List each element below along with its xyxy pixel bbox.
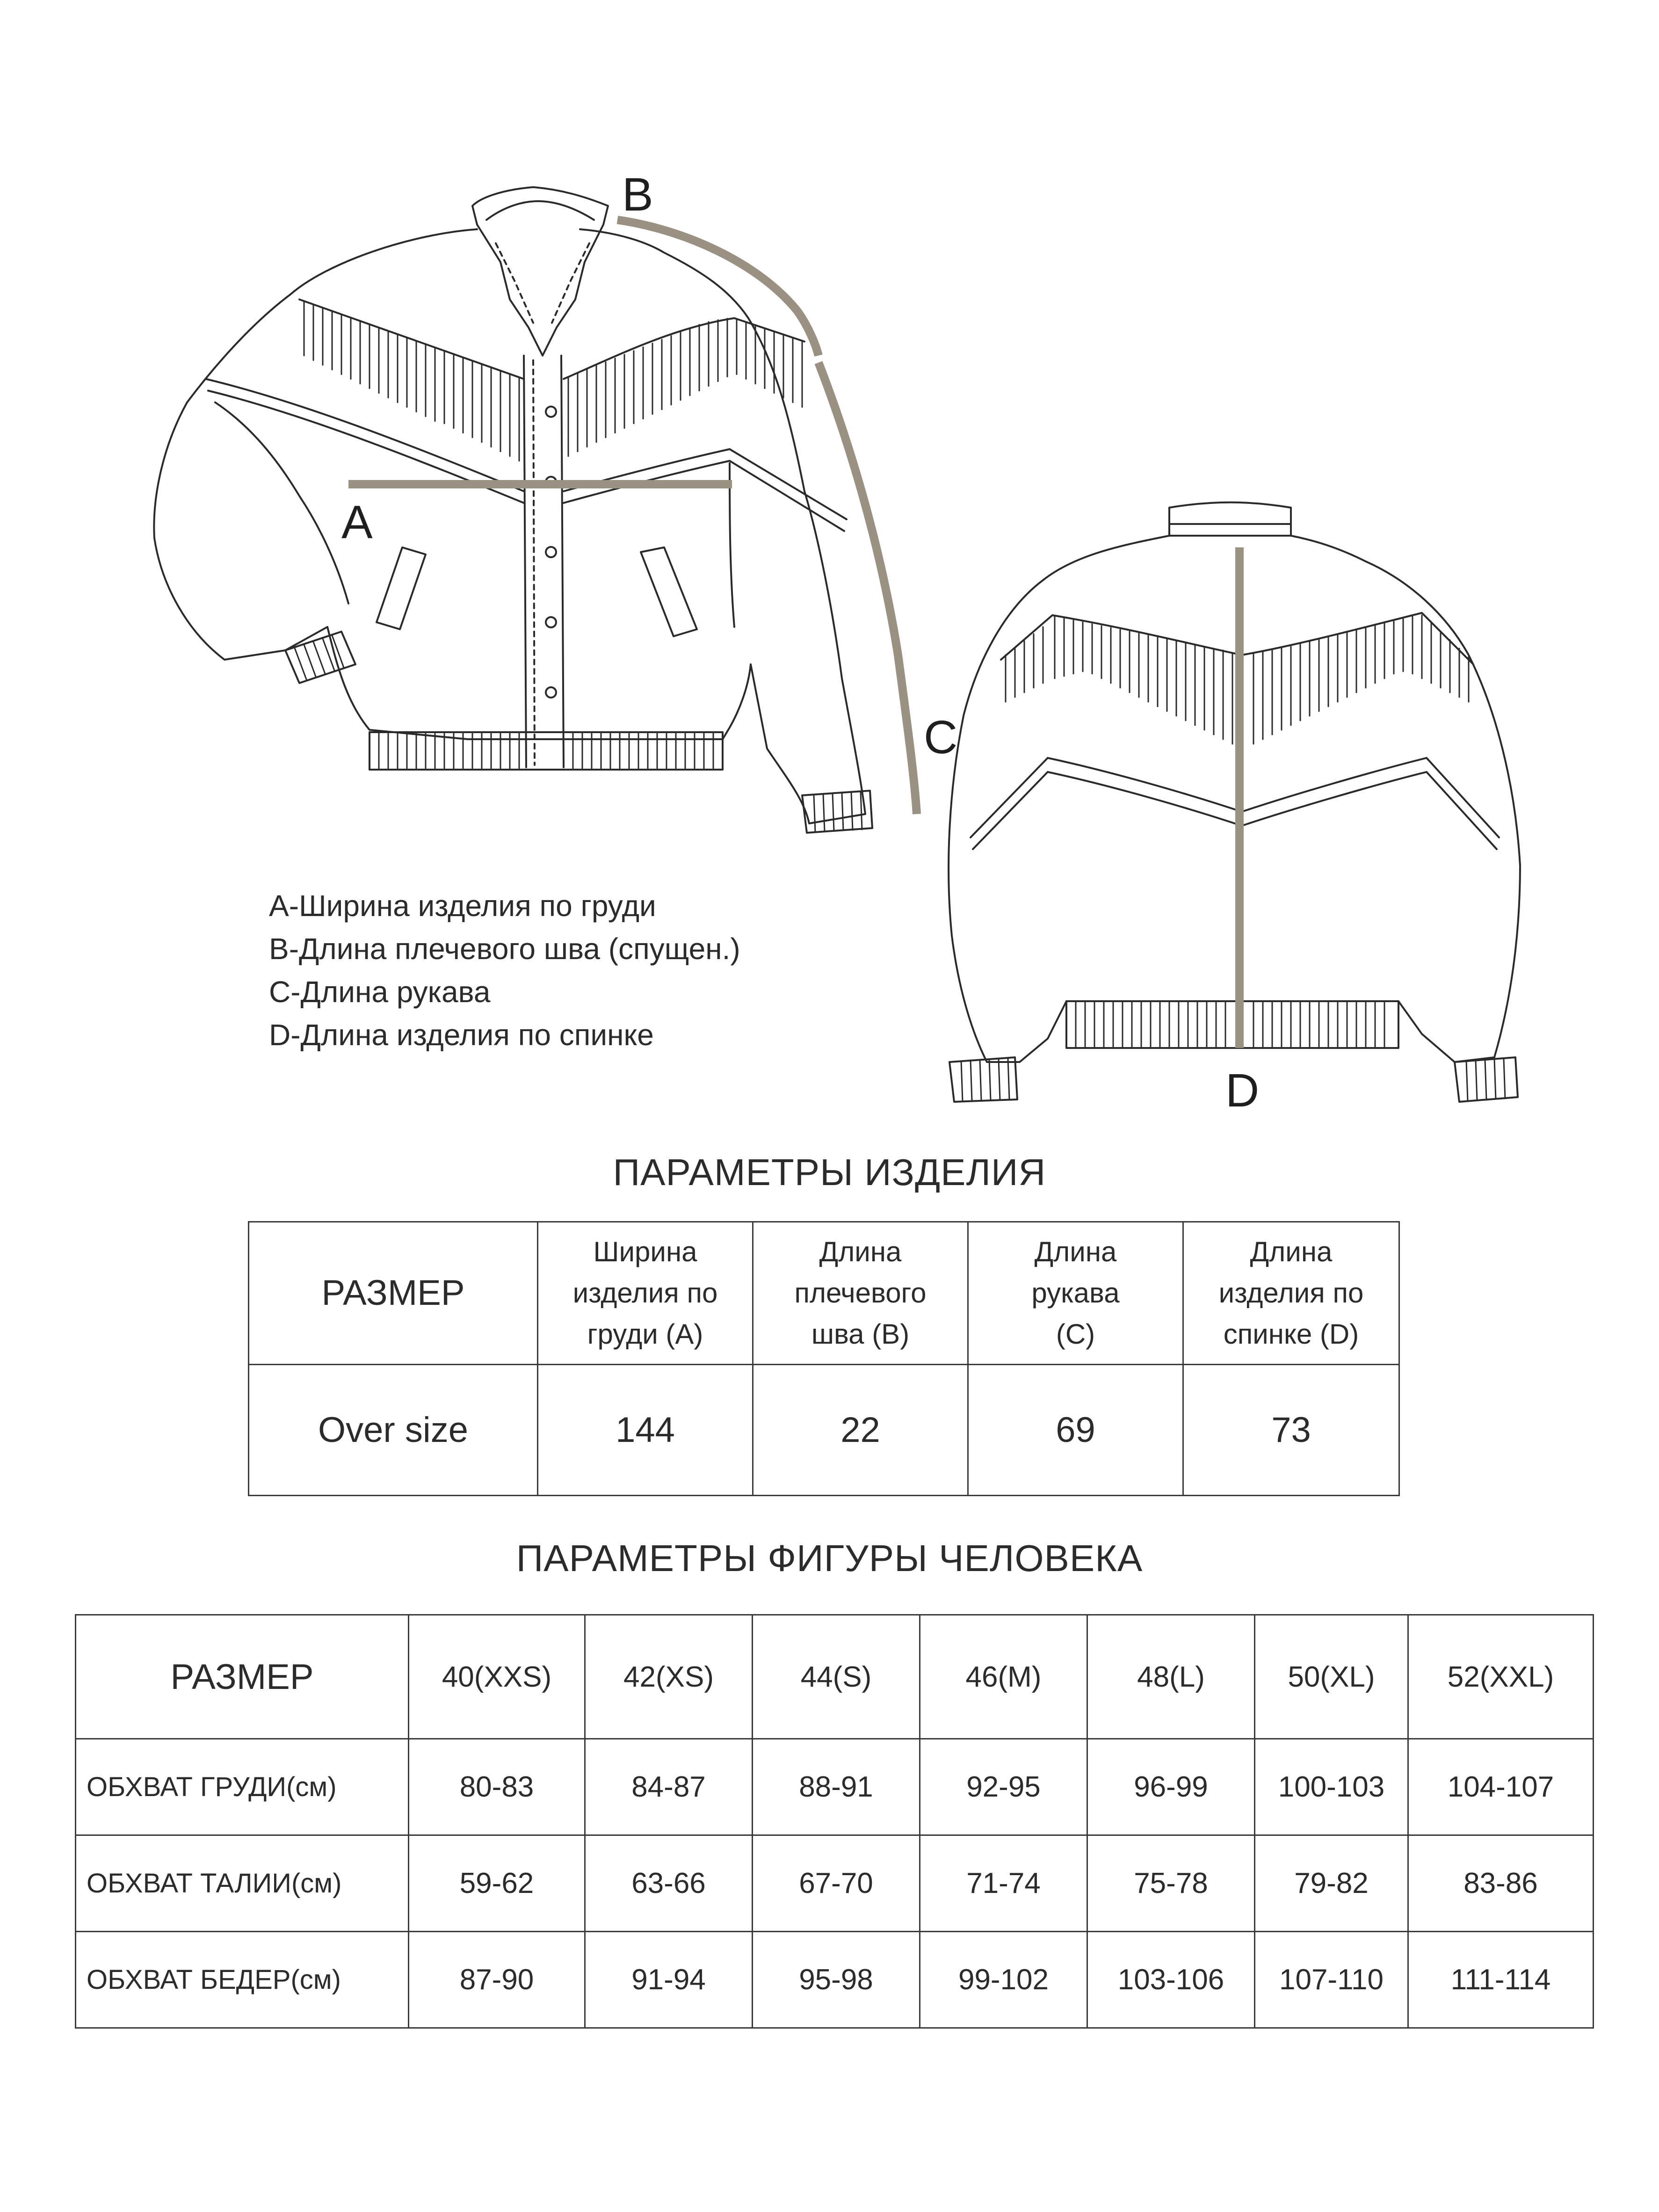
table-cell: 83-86 (1408, 1835, 1594, 1932)
table-header-row (249, 1222, 1399, 1365)
table-cell: 91-94 (585, 1932, 753, 2028)
cell-chest-width: 144 (538, 1365, 753, 1496)
product-params-table (248, 1221, 1400, 1496)
cell-back-length: 73 (1183, 1365, 1399, 1496)
table-row (76, 1739, 1594, 1835)
legend-item-d: D-Длина изделия по спинке (269, 1018, 654, 1052)
marker-a: A (341, 496, 373, 548)
table-cell: 96-99 (1087, 1739, 1255, 1835)
table-cell: 87-90 (409, 1932, 585, 2028)
table-cell: 71-74 (920, 1835, 1087, 1932)
table-cell: 103-106 (1087, 1932, 1255, 2028)
table-row (249, 1365, 1399, 1496)
table-cell: 107-110 (1255, 1932, 1408, 2028)
table-cell: 95-98 (753, 1932, 920, 2028)
measurement-legend (269, 884, 740, 1056)
table-cell: 111-114 (1408, 1932, 1594, 2028)
header-size-xs: 42(XS) (585, 1615, 753, 1739)
header-size-l: 48(L) (1087, 1615, 1255, 1739)
cell-sleeve-length: 69 (968, 1365, 1183, 1496)
table-cell: 84-87 (585, 1739, 753, 1835)
cell-shoulder-length: 22 (753, 1365, 968, 1496)
header-chest-width: Ширина изделия по груди (A) (538, 1222, 753, 1365)
table-cell: 92-95 (920, 1739, 1087, 1835)
legend-item-c: C-Длина рукава (269, 975, 491, 1009)
header-size: РАЗМЕР (76, 1615, 409, 1739)
legend-item-b: B-Длина плечевого шва (спущен.) (269, 932, 740, 966)
table-cell: 59-62 (409, 1835, 585, 1932)
table-cell: 75-78 (1087, 1835, 1255, 1932)
marker-b: B (622, 168, 653, 221)
header-size-xxs: 40(XXS) (409, 1615, 585, 1739)
measure-line-c (819, 363, 917, 814)
jacket-back-view (949, 502, 1520, 1102)
table-cell: 67-70 (753, 1835, 920, 1932)
table-cell: 104-107 (1408, 1739, 1594, 1835)
table-cell: 80-83 (409, 1739, 585, 1835)
marker-c: C (924, 711, 958, 764)
table-cell: 79-82 (1255, 1835, 1408, 1932)
table-cell: 100-103 (1255, 1739, 1408, 1835)
product-params-title: ПАРАМЕТРЫ ИЗДЕЛИЯ (613, 1151, 1046, 1193)
table-cell: 88-91 (753, 1739, 920, 1835)
header-back-length: Длина изделия по спинке (D) (1183, 1222, 1399, 1365)
table-header-row (76, 1615, 1594, 1739)
row-label-waist: ОБХВАТ ТАЛИИ(см) (76, 1835, 409, 1932)
table-row (76, 1835, 1594, 1932)
row-label-chest: ОБХВАТ ГРУДИ(см) (76, 1739, 409, 1835)
header-size: РАЗМЕР (249, 1222, 538, 1365)
header-size-xxl: 52(XXL) (1408, 1615, 1594, 1739)
header-shoulder-length: Длина плечевого шва (B) (753, 1222, 968, 1365)
marker-d: D (1225, 1064, 1260, 1117)
body-params-table (75, 1614, 1594, 2029)
table-row (76, 1932, 1594, 2028)
header-size-m: 46(M) (920, 1615, 1087, 1739)
table-cell: 99-102 (920, 1932, 1087, 2028)
header-sleeve-length: Длина рукава (C) (968, 1222, 1183, 1365)
body-params-title: ПАРАМЕТРЫ ФИГУРЫ ЧЕЛОВЕКА (516, 1537, 1143, 1579)
table-cell: 63-66 (585, 1835, 753, 1932)
header-size-xl: 50(XL) (1255, 1615, 1408, 1739)
header-size-s: 44(S) (753, 1615, 920, 1739)
row-label-hips: ОБХВАТ БЕДЕР(см) (76, 1932, 409, 2028)
legend-item-a: A-Ширина изделия по груди (269, 889, 656, 923)
cell-size: Over size (249, 1365, 538, 1496)
